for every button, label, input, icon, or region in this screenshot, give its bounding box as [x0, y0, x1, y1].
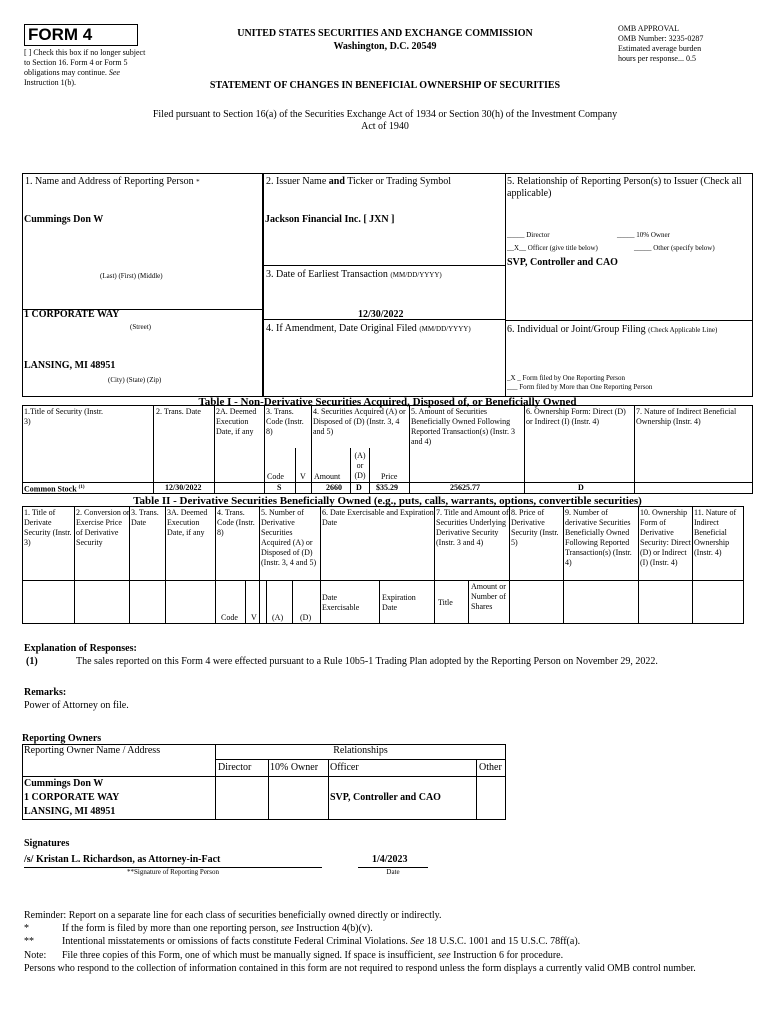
footer-reminder: Reminder: Report on a separate line for each class of securities beneficially owned directly or indirectly.: [24, 910, 442, 921]
t2-sub-a: (A): [272, 613, 284, 622]
t1-sub-price: Price: [381, 472, 398, 481]
t1-h2a: 2A. Deemed Execution Date, if any: [216, 407, 257, 436]
t1-row-owned: 25625.77: [450, 483, 480, 492]
filing-option-one: _X _ Form filed by One Reporting Person: [507, 374, 626, 382]
box6-label: 6. Individual or Joint/Group Filing (Check Applicable Line): [507, 324, 718, 335]
footer-star2-text: Intentional misstatements or omissions of facts constitute Federal Criminal Violations. See 18 U.S.C. 1001 and 15 U.S.C. 78ff(a).: [62, 936, 581, 947]
omb-number: OMB Number: 3235-0287: [618, 34, 704, 43]
t2-sub-code: Code: [221, 613, 238, 622]
box5-label: 5. Relationship of Reporting Person(s) to Issuer (Check all applicable): [507, 176, 742, 199]
box4-label: 4. If Amendment, Date Original Filed (MM/DD/YYYY): [266, 323, 471, 334]
footer-persons: Persons who respond to the collection of information contained in this form are not required to respond unless the form displays a currently valid OMB control number.: [24, 963, 696, 974]
instruction-text: Instruction 1(b).: [24, 78, 76, 87]
t1-row-security: Common Stock $^{(1)}$: [24, 484, 85, 494]
officer-title: SVP, Controller and CAO: [507, 257, 618, 268]
see-text: See: [108, 68, 120, 77]
signatures-heading: Signatures: [24, 838, 70, 849]
checkbox-text: [ ] Check this box if no longer subject to Section 16. Form 4 or Form 5 obligations may continue.: [24, 48, 146, 77]
explanation-num: (1): [26, 656, 38, 667]
ten-pct-option: _____ 10% Owner: [617, 231, 670, 239]
t2-h3: 3. Trans. Date: [131, 508, 159, 527]
t2-h8: 8. Price of Derivative Security (Instr. 5): [511, 508, 559, 547]
t2-sub-title: Title: [438, 598, 453, 607]
t2-h2: 2. Conversion or Exercise Price of Derivative Security: [76, 508, 130, 547]
owner-city: LANSING, MI 48951: [24, 806, 116, 817]
t1-h1: 1.Title of Security (Instr. 3): [24, 407, 104, 426]
owner-street: 1 CORPORATE WAY: [24, 792, 120, 803]
filing-option-more: ___ Form filed by More than One Reporting Person: [507, 383, 653, 391]
t1-sub-v: V: [300, 472, 306, 481]
t1-h4: 4. Securities Acquired (A) or Disposed of (D) (Instr. 3, 4 and 5): [313, 407, 406, 436]
owners-col-name: Reporting Owner Name / Address: [24, 745, 161, 756]
t1-h3: 3. Trans. Code (Instr. 8): [266, 407, 304, 436]
t2-sub-v: V: [251, 613, 257, 622]
reporting-street: 1 CORPORATE WAY: [24, 309, 120, 320]
explanation-text: The sales reported on this Form 4 were effected pursuant to a Rule 10b5-1 Trading Plan adopted by the Reporting Person on November 29, 2022.: [76, 656, 658, 667]
explanation-heading: Explanation of Responses:: [24, 643, 137, 654]
street-sub: (Street): [130, 323, 151, 331]
footer-note: Note:: [24, 950, 47, 961]
owners-col-director: Director: [218, 762, 252, 773]
director-option: _____ Director: [507, 231, 550, 239]
owner-officer-title: SVP, Controller and CAO: [330, 792, 441, 803]
t2-h11: 11. Nature of Indirect Beneficial Ownership (Instr. 4): [694, 508, 737, 557]
t2-h9: 9. Number of derivative Securities Beneficially Owned Following Reported Transaction(s) (Instr. 4): [565, 508, 632, 567]
signature-date-sub: Date: [386, 868, 400, 876]
checkbox-notice[interactable]: [24, 48, 152, 88]
t1-sub-code: Code: [267, 472, 284, 481]
t1-h7: 7. Nature of Indirect Beneficial Ownership (Instr. 4): [636, 407, 737, 426]
box2-label: 2. Issuer Name and Ticker or Trading Symbol: [266, 176, 452, 187]
box1-label: 1. Name and Address of Reporting Person *: [25, 176, 200, 187]
t1-h5: 5. Amount of Securities Beneficially Owned Following Reported Transaction(s) (Instr. 3 and 4): [411, 407, 515, 446]
form-title: FORM 4: [28, 25, 93, 44]
footer-star1-text: If the form is filed by more than one reporting person, see Instruction 4(b)(v).: [62, 923, 373, 934]
t1-h2: 2. Trans. Date: [156, 407, 201, 416]
remarks-heading: Remarks:: [24, 687, 67, 698]
footer-star2: **: [24, 936, 34, 947]
t2-h5: 5. Number of Derivative Securities Acquired (A) or Disposed of (D) (Instr. 3, 4 and 5): [261, 508, 317, 567]
reporting-person-name: Cummings Don W: [24, 214, 104, 225]
signer: /s/ Kristan L. Richardson, as Attorney-in-Fact: [24, 854, 221, 865]
t2-sub-date-ex: Date Exercisable: [322, 593, 360, 612]
t1-row-form: D: [578, 483, 584, 492]
t2-sub-amount: Amount or Number of Shares: [471, 582, 506, 611]
omb-burden: Estimated average burden: [618, 44, 702, 53]
table2-title: Table II - Derivative Securities Beneficially Owned (e.g., puts, calls, warrants, options, convertible securities): [133, 495, 642, 507]
remarks-text: Power of Attorney on file.: [24, 700, 129, 711]
form-title-box: [24, 24, 138, 46]
t1-sub-aord: (A) or (D): [354, 451, 366, 480]
filed-pursuant: Filed pursuant to Section 16(a) of the Securities Exchange Act of 1934 or Section 30(h) of the Investment Company Act of 1940: [152, 109, 618, 132]
table1-title: Table I - Non-Derivative Securities Acquired, Disposed of, or Beneficially Owned: [198, 396, 577, 408]
box3-label: 3. Date of Earliest Transaction (MM/DD/YYYY): [266, 269, 442, 280]
t1-row-code: S: [277, 483, 282, 492]
earliest-transaction-date: 12/30/2022: [358, 309, 404, 320]
t1-row-date: 12/30/2022: [165, 483, 202, 492]
owners-col-officer: Officer: [330, 762, 359, 773]
agency-name: UNITED STATES SECURITIES AND EXCHANGE COMMISSION: [237, 28, 533, 39]
signer-sub: **Signature of Reporting Person: [127, 868, 219, 876]
t2-sub-d: (D): [300, 613, 312, 622]
omb-hours: hours per response... 0.5: [618, 54, 696, 63]
box1-name: [22, 173, 263, 309]
t2-h7: 7. Title and Amount of Securities Underlying Derivative Security (Instr. 3 and 4): [436, 508, 509, 547]
owners-heading: Reporting Owners: [22, 733, 102, 744]
issuer-name: Jackson Financial Inc. [ JXN ]: [265, 214, 395, 225]
t1-h6: 6. Ownership Form: Direct (D) or Indirect (I) (Instr. 4): [526, 407, 626, 426]
signature-date: 1/4/2023: [372, 854, 408, 865]
t2-h3a: 3A. Deemed Execution Date, if any: [167, 508, 208, 537]
t2-h10: 10. Ownership Form of Derivative Security: Direct (D) or Indirect (I) (Instr. 4): [640, 508, 691, 567]
footer-note-text: File three copies of this Form, one of which must be manually signed. If space is insufficient, see Instruction 6 for procedure.: [62, 950, 564, 961]
t2-h4: 4. Trans. Code (Instr. 8): [217, 508, 255, 537]
statement-title: STATEMENT OF CHANGES IN BENEFICIAL OWNERSHIP OF SECURITIES: [209, 80, 561, 91]
t1-row-aord: D: [356, 483, 362, 492]
agency-location: Washington, D.C. 20549: [333, 41, 437, 52]
t1-row-amount: 2660: [326, 483, 342, 492]
t1-row-price: $35.29: [376, 483, 398, 492]
owners-col-rel: Relationships: [333, 745, 388, 756]
omb-approval: OMB APPROVAL: [618, 24, 679, 33]
t2-sub-exp: Expiration Date: [382, 593, 416, 612]
t1-sub-amount: Amount: [314, 472, 341, 481]
reporting-city: LANSING, MI 48951: [24, 360, 116, 371]
t2-h1: 1. Title of Derivate Security (Instr. 3): [24, 508, 72, 547]
t2-h6: 6. Date Exercisable and Expiration Date: [322, 508, 434, 527]
footer-star1: *: [24, 923, 29, 934]
officer-option: __X__ Officer (give title below): [507, 244, 598, 252]
owner-name: Cummings Don W: [24, 778, 104, 789]
owners-col-ten: 10% Owner: [270, 762, 319, 773]
city-sub: (City) (State) (Zip): [108, 376, 162, 384]
omb-box: [618, 24, 758, 64]
other-option: _____ Other (specify below): [634, 244, 715, 252]
owners-col-other: Other: [479, 762, 502, 773]
name-sub: (Last) (First) (Middle): [100, 272, 163, 280]
